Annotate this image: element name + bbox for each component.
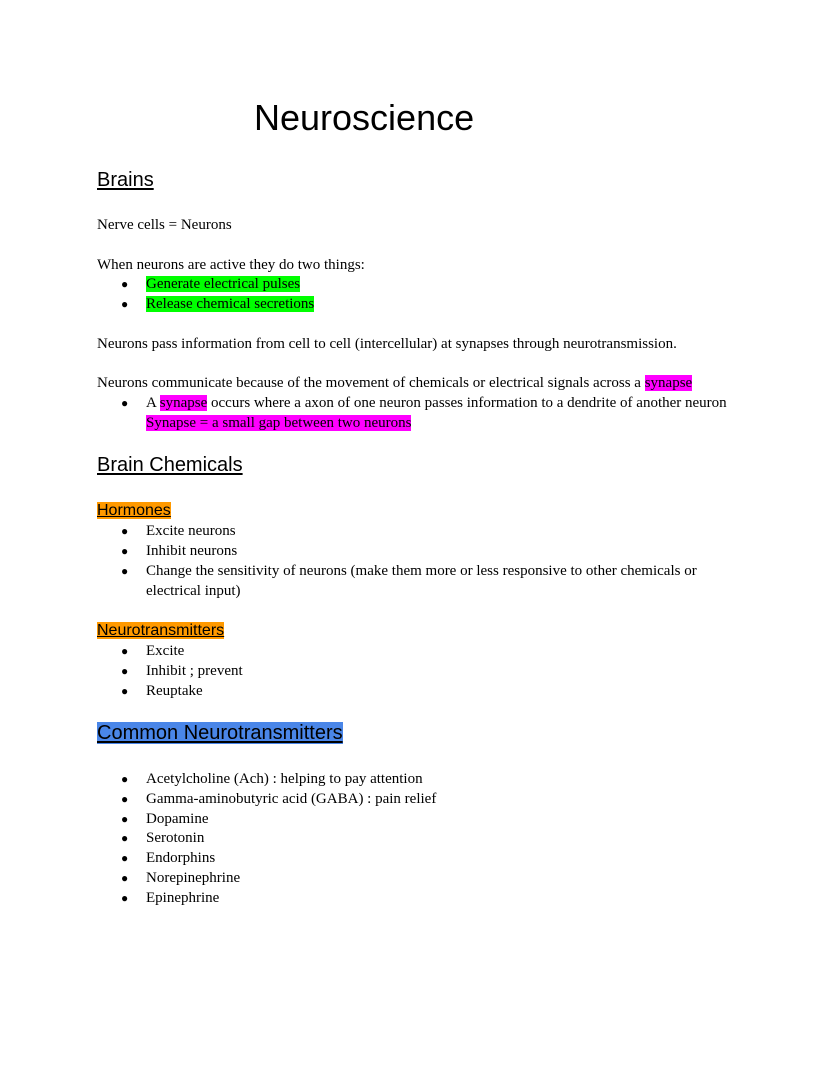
paragraph-nerve-cells: Nerve cells = Neurons (97, 217, 232, 233)
paragraph-text: Neurons communicate because of the movement of chemicals or electrical signals across a (97, 375, 645, 391)
highlighted-text: Synapse = a small gap between two neurons (146, 415, 412, 431)
list-item (146, 294, 314, 314)
highlighted-text: Hormones (97, 502, 171, 519)
bullet-icon: ● (121, 297, 129, 311)
list-item: Reuptake (146, 683, 203, 699)
bullet-icon: ● (121, 792, 129, 806)
paragraph-communicate (97, 373, 692, 393)
highlighted-text: synapse (159, 395, 208, 411)
heading-neurotransmitters (97, 621, 224, 640)
highlighted-text: Generate electrical pulses (146, 276, 301, 292)
list-item: Epinephrine (146, 890, 220, 906)
bullet-icon: ● (121, 772, 129, 786)
paragraph-active-neurons: When neurons are active they do two things: (97, 257, 365, 273)
bullet-icon: ● (121, 396, 129, 410)
list-item: Gamma-aminobutyric acid (GABA) : pain relief (146, 791, 437, 807)
bullet-icon: ● (121, 831, 129, 845)
list-item: Excite neurons (146, 523, 236, 539)
bullet-icon: ● (121, 524, 129, 538)
list-item: Dopamine (146, 811, 209, 827)
list-text: A (146, 395, 160, 411)
heading-brains: Brains (97, 169, 154, 191)
bullet-icon: ● (121, 544, 129, 558)
list-item: Excite (146, 643, 185, 659)
list-item: Endorphins (146, 850, 216, 866)
paragraph-intercellular: Neurons pass information from cell to cell (intercellular) at synapses through neurotransmission. (97, 336, 677, 352)
bullet-icon: ● (121, 851, 129, 865)
list-item: Norepinephrine (146, 870, 241, 886)
highlighted-text: synapse (644, 375, 693, 391)
page-title: Neuroscience (254, 97, 475, 138)
heading-hormones (97, 501, 171, 520)
bullet-icon: ● (121, 684, 129, 698)
list-item (146, 393, 727, 413)
highlighted-text: Common Neurotransmitters (97, 722, 343, 744)
list-item-continuation (146, 413, 411, 433)
bullet-icon: ● (121, 644, 129, 658)
list-item (146, 274, 300, 294)
list-item: Acetylcholine (Ach) : helping to pay attention (146, 771, 423, 787)
list-item: Inhibit ; prevent (146, 663, 243, 679)
list-item-continuation: electrical input) (146, 583, 241, 599)
bullet-icon: ● (121, 277, 129, 291)
bullet-icon: ● (121, 871, 129, 885)
bullet-icon: ● (121, 564, 129, 578)
list-item: Serotonin (146, 830, 205, 846)
highlighted-text: Release chemical secretions (146, 296, 315, 312)
heading-brain-chemicals: Brain Chemicals (97, 454, 243, 476)
bullet-icon: ● (121, 891, 129, 905)
list-item: Inhibit neurons (146, 543, 238, 559)
bullet-icon: ● (121, 664, 129, 678)
highlighted-text: Neurotransmitters (97, 622, 225, 639)
bullet-icon: ● (121, 812, 129, 826)
heading-common-neurotransmitters (97, 721, 343, 745)
list-item: Change the sensitivity of neurons (make them more or less responsive to other chemicals or (146, 563, 697, 579)
list-text: occurs where a axon of one neuron passes information to a dendrite of another neuron (207, 395, 727, 411)
